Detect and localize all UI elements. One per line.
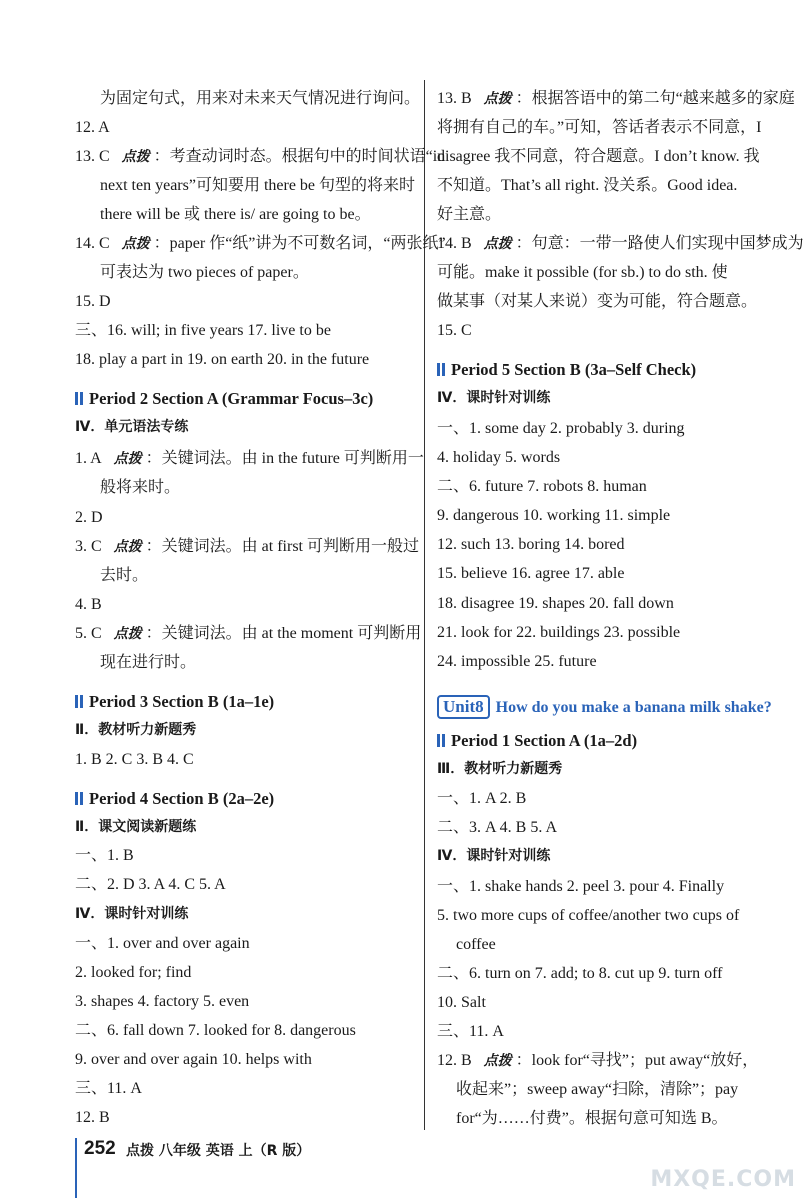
answer-line: 5. two more cups of coffee/another two cups of (437, 907, 740, 924)
tip-label: 点拨 (483, 237, 512, 252)
answer-explanation (75, 536, 419, 558)
section-heading (75, 388, 415, 410)
heading-marker-icon (437, 734, 440, 747)
answer-line: 将拥有自己的车。”可知，答话者表示不同意，I (437, 119, 762, 136)
answer-number: 5. C (75, 625, 102, 642)
section-heading (75, 788, 415, 810)
answer-line: 去时。 (100, 567, 149, 584)
answer-line: there will be 或 there is/ are going to be。 (100, 206, 371, 223)
answer-line: 24. impossible 25. future (437, 653, 597, 670)
answer-line: 18. disagree 19. shapes 20. fall down (437, 595, 674, 612)
answer-line: 收起来”；sweep away“扫除，清除”；pay (456, 1081, 739, 1098)
exercise-heading: Ⅱ．课文阅读新题练 (75, 819, 197, 835)
answer-line: 12. A (75, 119, 110, 136)
explanation-text: ：根据答语中的第二句“越来越多的家庭 (515, 90, 795, 107)
answer-line: 现在进行时。 (100, 654, 197, 671)
answer-line: 1. B 2. C 3. B 4. C (75, 751, 194, 768)
answer-line: 二、2. D 3. A 4. C 5. A (75, 876, 226, 893)
unit-badge: Unit8 (437, 695, 490, 719)
answer-line: 一、1. some day 2. probably 3. during (437, 420, 685, 437)
exercise-heading: Ⅳ．课时针对训练 (437, 390, 551, 406)
answer-number: 1. A (75, 450, 102, 467)
answer-line: 2. D (75, 509, 103, 526)
explanation-text: ：look for“寻找”；put away“放好， (515, 1052, 759, 1069)
answer-line: 10. Salt (437, 994, 486, 1011)
answer-explanation (437, 88, 795, 110)
answer-line: 4. B (75, 596, 102, 613)
tip-label: 点拨 (121, 150, 150, 165)
answer-line: 二、6. future 7. robots 8. human (437, 478, 647, 495)
section-heading-text: Period 4 Section B (2a–2e) (89, 789, 275, 808)
answer-line: 15. C (437, 322, 472, 339)
answer-explanation (75, 233, 446, 255)
answer-line: disagree 我不同意，符合题意。I don’t know. 我 (437, 148, 760, 165)
heading-marker-icon (442, 734, 445, 747)
section-heading-text: Period 3 Section B (1a–1e) (89, 692, 275, 711)
answer-line: 12. such 13. boring 14. bored (437, 536, 625, 553)
tip-label: 点拨 (483, 92, 512, 107)
unit-heading (437, 695, 781, 721)
page-number: 252 (84, 1138, 116, 1159)
tip-label: 点拨 (483, 1054, 512, 1069)
exercise-heading: Ⅲ．教材听力新题秀 (437, 761, 563, 777)
answer-line: 二、6. fall down 7. looked for 8. dangerous (75, 1022, 356, 1039)
tip-label: 点拨 (113, 540, 142, 555)
answer-line: 9. over and over again 10. helps with (75, 1051, 312, 1068)
answer-line: coffee (456, 936, 496, 953)
answer-line: 4. holiday 5. words (437, 449, 561, 466)
heading-marker-icon (75, 392, 78, 405)
watermark: MXQE.COM (650, 1167, 796, 1192)
answer-number: 3. C (75, 538, 102, 555)
answer-line: 一、1. over and over again (75, 935, 250, 952)
heading-marker-icon (80, 792, 83, 805)
answer-line: 可能。make it possible (for sb.) to do sth. 使 (437, 264, 728, 281)
answer-line: 做某事（对某人来说）变为可能，符合题意。 (437, 293, 758, 310)
answer-explanation (75, 623, 422, 645)
section-heading-text: Period 2 Section A (Grammar Focus–3c) (89, 389, 374, 408)
answer-line: 15. D (75, 293, 111, 310)
explanation-text: ：考查动词时态。根据句中的时间状语“in (153, 148, 446, 165)
heading-marker-icon (437, 363, 440, 376)
heading-marker-icon (75, 792, 78, 805)
answer-number: 13. C (75, 148, 110, 165)
heading-marker-icon (75, 695, 78, 708)
answer-line: 3. shapes 4. factory 5. even (75, 993, 250, 1010)
answer-line: 好主意。 (437, 206, 502, 223)
answer-line: 三、11. A (437, 1023, 504, 1040)
explanation-text: ：句意：一带一路使人们实现中国梦成为 (515, 235, 804, 252)
exercise-heading: Ⅱ．教材听力新题秀 (75, 722, 197, 738)
answer-line: 12. B (75, 1109, 110, 1126)
answer-explanation (437, 233, 804, 255)
explanation-text: ：paper 作“纸”讲为不可数名词，“两张纸” (153, 235, 446, 252)
explanation-text: ：关键词法。由 in the future 可判断用一 (145, 450, 424, 467)
tip-label: 点拨 (113, 452, 142, 467)
heading-marker-icon (442, 363, 445, 376)
answer-line: 2. looked for; find (75, 964, 192, 981)
answer-line: 般将来时。 (100, 479, 181, 496)
answer-line: 二、6. turn on 7. add; to 8. cut up 9. turn off (437, 965, 723, 982)
exercise-heading: Ⅳ．课时针对训练 (75, 906, 189, 922)
exercise-heading: Ⅳ．单元语法专练 (75, 419, 189, 435)
answer-line: 可表达为 two pieces of paper。 (100, 264, 309, 281)
answer-number: 12. B (437, 1052, 472, 1069)
unit-title: How do you make a banana milk shake? (495, 699, 772, 716)
answer-line: 一、1. B (75, 847, 134, 864)
answer-line: for“为……付费”。根据句意可知选 B。 (456, 1110, 728, 1127)
answer-line: 不知道。That’s all right. 没关系。Good idea. (437, 177, 738, 194)
section-heading-text: Period 1 Section A (1a–2d) (451, 731, 638, 750)
answer-explanation (75, 146, 446, 168)
answer-line: next ten years”可知要用 there be 句型的将来时 (100, 177, 416, 194)
answer-explanation (75, 448, 424, 470)
section-heading (437, 730, 781, 752)
explanation-text: ：关键词法。由 at first 可判断用一般过 (145, 538, 419, 555)
heading-marker-icon (80, 695, 83, 708)
section-heading (437, 359, 781, 381)
answer-line: 为固定句式，用来对未来天气情况进行询问。 (100, 90, 421, 107)
answer-number: 14. C (75, 235, 110, 252)
answer-line: 一、1. A 2. B (437, 790, 527, 807)
section-heading-text: Period 5 Section B (3a–Self Check) (451, 360, 697, 379)
answer-explanation (437, 1050, 781, 1072)
answer-line: 三、11. A (75, 1080, 142, 1097)
page-number-bar (75, 1138, 77, 1198)
heading-marker-icon (80, 392, 83, 405)
answer-number: 14. B (437, 235, 472, 252)
answer-line: 9. dangerous 10. working 11. simple (437, 507, 671, 524)
answer-line: 三、16. will; in five years 17. live to be (75, 322, 331, 339)
book-label: 点拨 八年级 英语 上（R 版） (126, 1143, 311, 1159)
answer-line: 21. look for 22. buildings 23. possible (437, 624, 681, 641)
answer-number: 13. B (437, 90, 472, 107)
exercise-heading: Ⅳ．课时针对训练 (437, 848, 551, 864)
section-heading (75, 691, 415, 713)
answer-line: 二、3. A 4. B 5. A (437, 819, 558, 836)
answer-line: 一、1. shake hands 2. peel 3. pour 4. Finally (437, 878, 725, 895)
tip-label: 点拨 (121, 237, 150, 252)
answer-line: 18. play a part in 19. on earth 20. in the future (75, 351, 370, 368)
tip-label: 点拨 (113, 627, 142, 642)
explanation-text: ：关键词法。由 at the moment 可判断用 (145, 625, 422, 642)
answer-line: 15. believe 16. agree 17. able (437, 565, 625, 582)
